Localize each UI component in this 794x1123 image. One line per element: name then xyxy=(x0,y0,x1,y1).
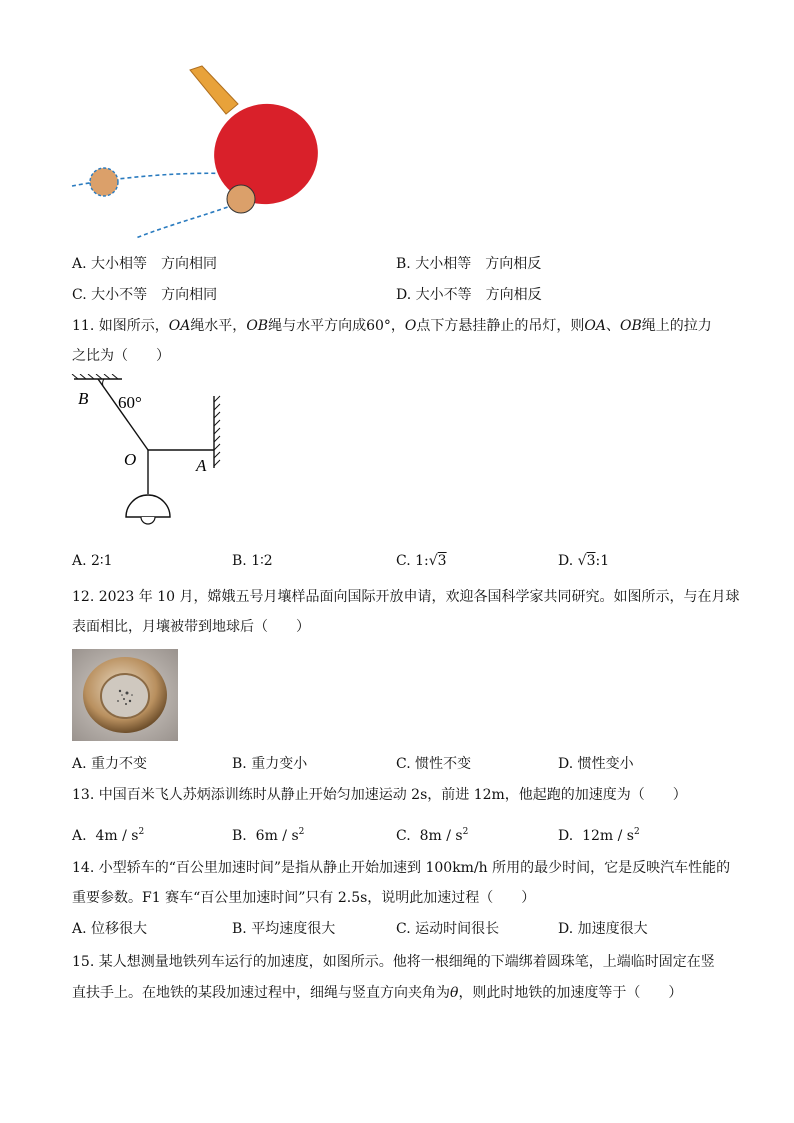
rope-ob xyxy=(98,379,148,450)
q10-option-a: A. 大小相等 方向相同 xyxy=(72,256,218,272)
q11-option-a: A. 2∶1 xyxy=(72,553,113,569)
label-o: O xyxy=(124,450,137,469)
q11-stem-line2: 之比为（ ） xyxy=(72,348,170,364)
lamp-shade xyxy=(126,495,170,517)
q15-stem-line2: 直扶手上。在地铁的某段加速过程中，细绳与竖直方向夹角为θ，则此时地铁的加速度等于（ ） xyxy=(72,985,683,1001)
q12-stem-line2: 表面相比，月壤被带到地球后（ ） xyxy=(72,619,310,635)
q11-option-c: C. 1:√3 xyxy=(396,553,447,569)
label-a: A xyxy=(196,456,207,475)
q14-stem-line1: 14. 小型轿车的“百公里加速时间”是指从静止开始加速到 100km/h 所用的最少时间，它是反映汽车性能的 xyxy=(72,860,731,876)
label-b: B xyxy=(78,389,89,408)
q11-stem-line1: 11. 如图所示，OA绳水平，OB绳与水平方向成60°，O点下方悬挂静止的吊灯，则OA、OB绳上的拉力 xyxy=(72,318,712,334)
q13-option-c: C. $8m / s^2$ xyxy=(396,827,469,844)
q12-option-a: A. 重力不变 xyxy=(72,756,148,772)
q14-option-a: A. 位移很大 xyxy=(72,921,148,937)
q11-option-d: D. √3:1 xyxy=(558,553,610,569)
q10-option-b: B. 大小相等 方向相反 xyxy=(396,256,542,272)
q11-option-b: B. 1∶2 xyxy=(232,553,273,569)
q10-option-d: D. 大小不等 方向相反 xyxy=(396,287,542,303)
paddle-figure xyxy=(66,62,336,242)
paddle-handle xyxy=(190,66,238,114)
q14-option-d: D. 加速度很大 xyxy=(558,921,648,937)
q12-option-c: C. 惯性不变 xyxy=(396,756,472,772)
ball-before xyxy=(90,168,118,196)
q14-option-c: C. 运动时间很长 xyxy=(396,921,500,937)
q12-option-d: D. 惯性变小 xyxy=(558,756,634,772)
lamp-bulb xyxy=(141,517,155,524)
q13-option-b: B. $6m / s^2$ xyxy=(232,827,305,844)
q12-option-b: B. 重力变小 xyxy=(232,756,308,772)
q10-option-c: C. 大小不等 方向相同 xyxy=(72,287,218,303)
q14-stem-line2: 重要参数。F1 赛车“百公里加速时间”只有 2.5s，说明此加速过程（ ） xyxy=(72,890,536,906)
q13-stem: 13. 中国百米飞人苏炳添训练时从静止开始匀加速运动 2s，前进 12m，他起跑的加速度为（ ） xyxy=(72,787,687,803)
lamp-figure xyxy=(68,374,228,534)
ball-at-paddle xyxy=(227,185,255,213)
lunar-soil-photo xyxy=(72,649,178,741)
paddle-blade xyxy=(203,92,329,216)
q14-option-b: B. 平均速度很大 xyxy=(232,921,336,937)
q13-option-d: D. $12m / s^2$ xyxy=(558,827,640,844)
label-angle: 60° xyxy=(118,393,142,412)
q13-option-a: A. $4m / s^2$ xyxy=(72,827,145,844)
q15-stem-line1: 15. 某人想测量地铁列车运行的加速度，如图所示。他将一根细绳的下端绑着圆珠笔，上端临时固定在竖 xyxy=(72,954,715,970)
q12-stem-line1: 12. 2023 年 10 月，嫦娥五号月壤样品面向国际开放申请，欢迎各国科学家共同研究。如图所示，与在月球 xyxy=(72,589,740,605)
